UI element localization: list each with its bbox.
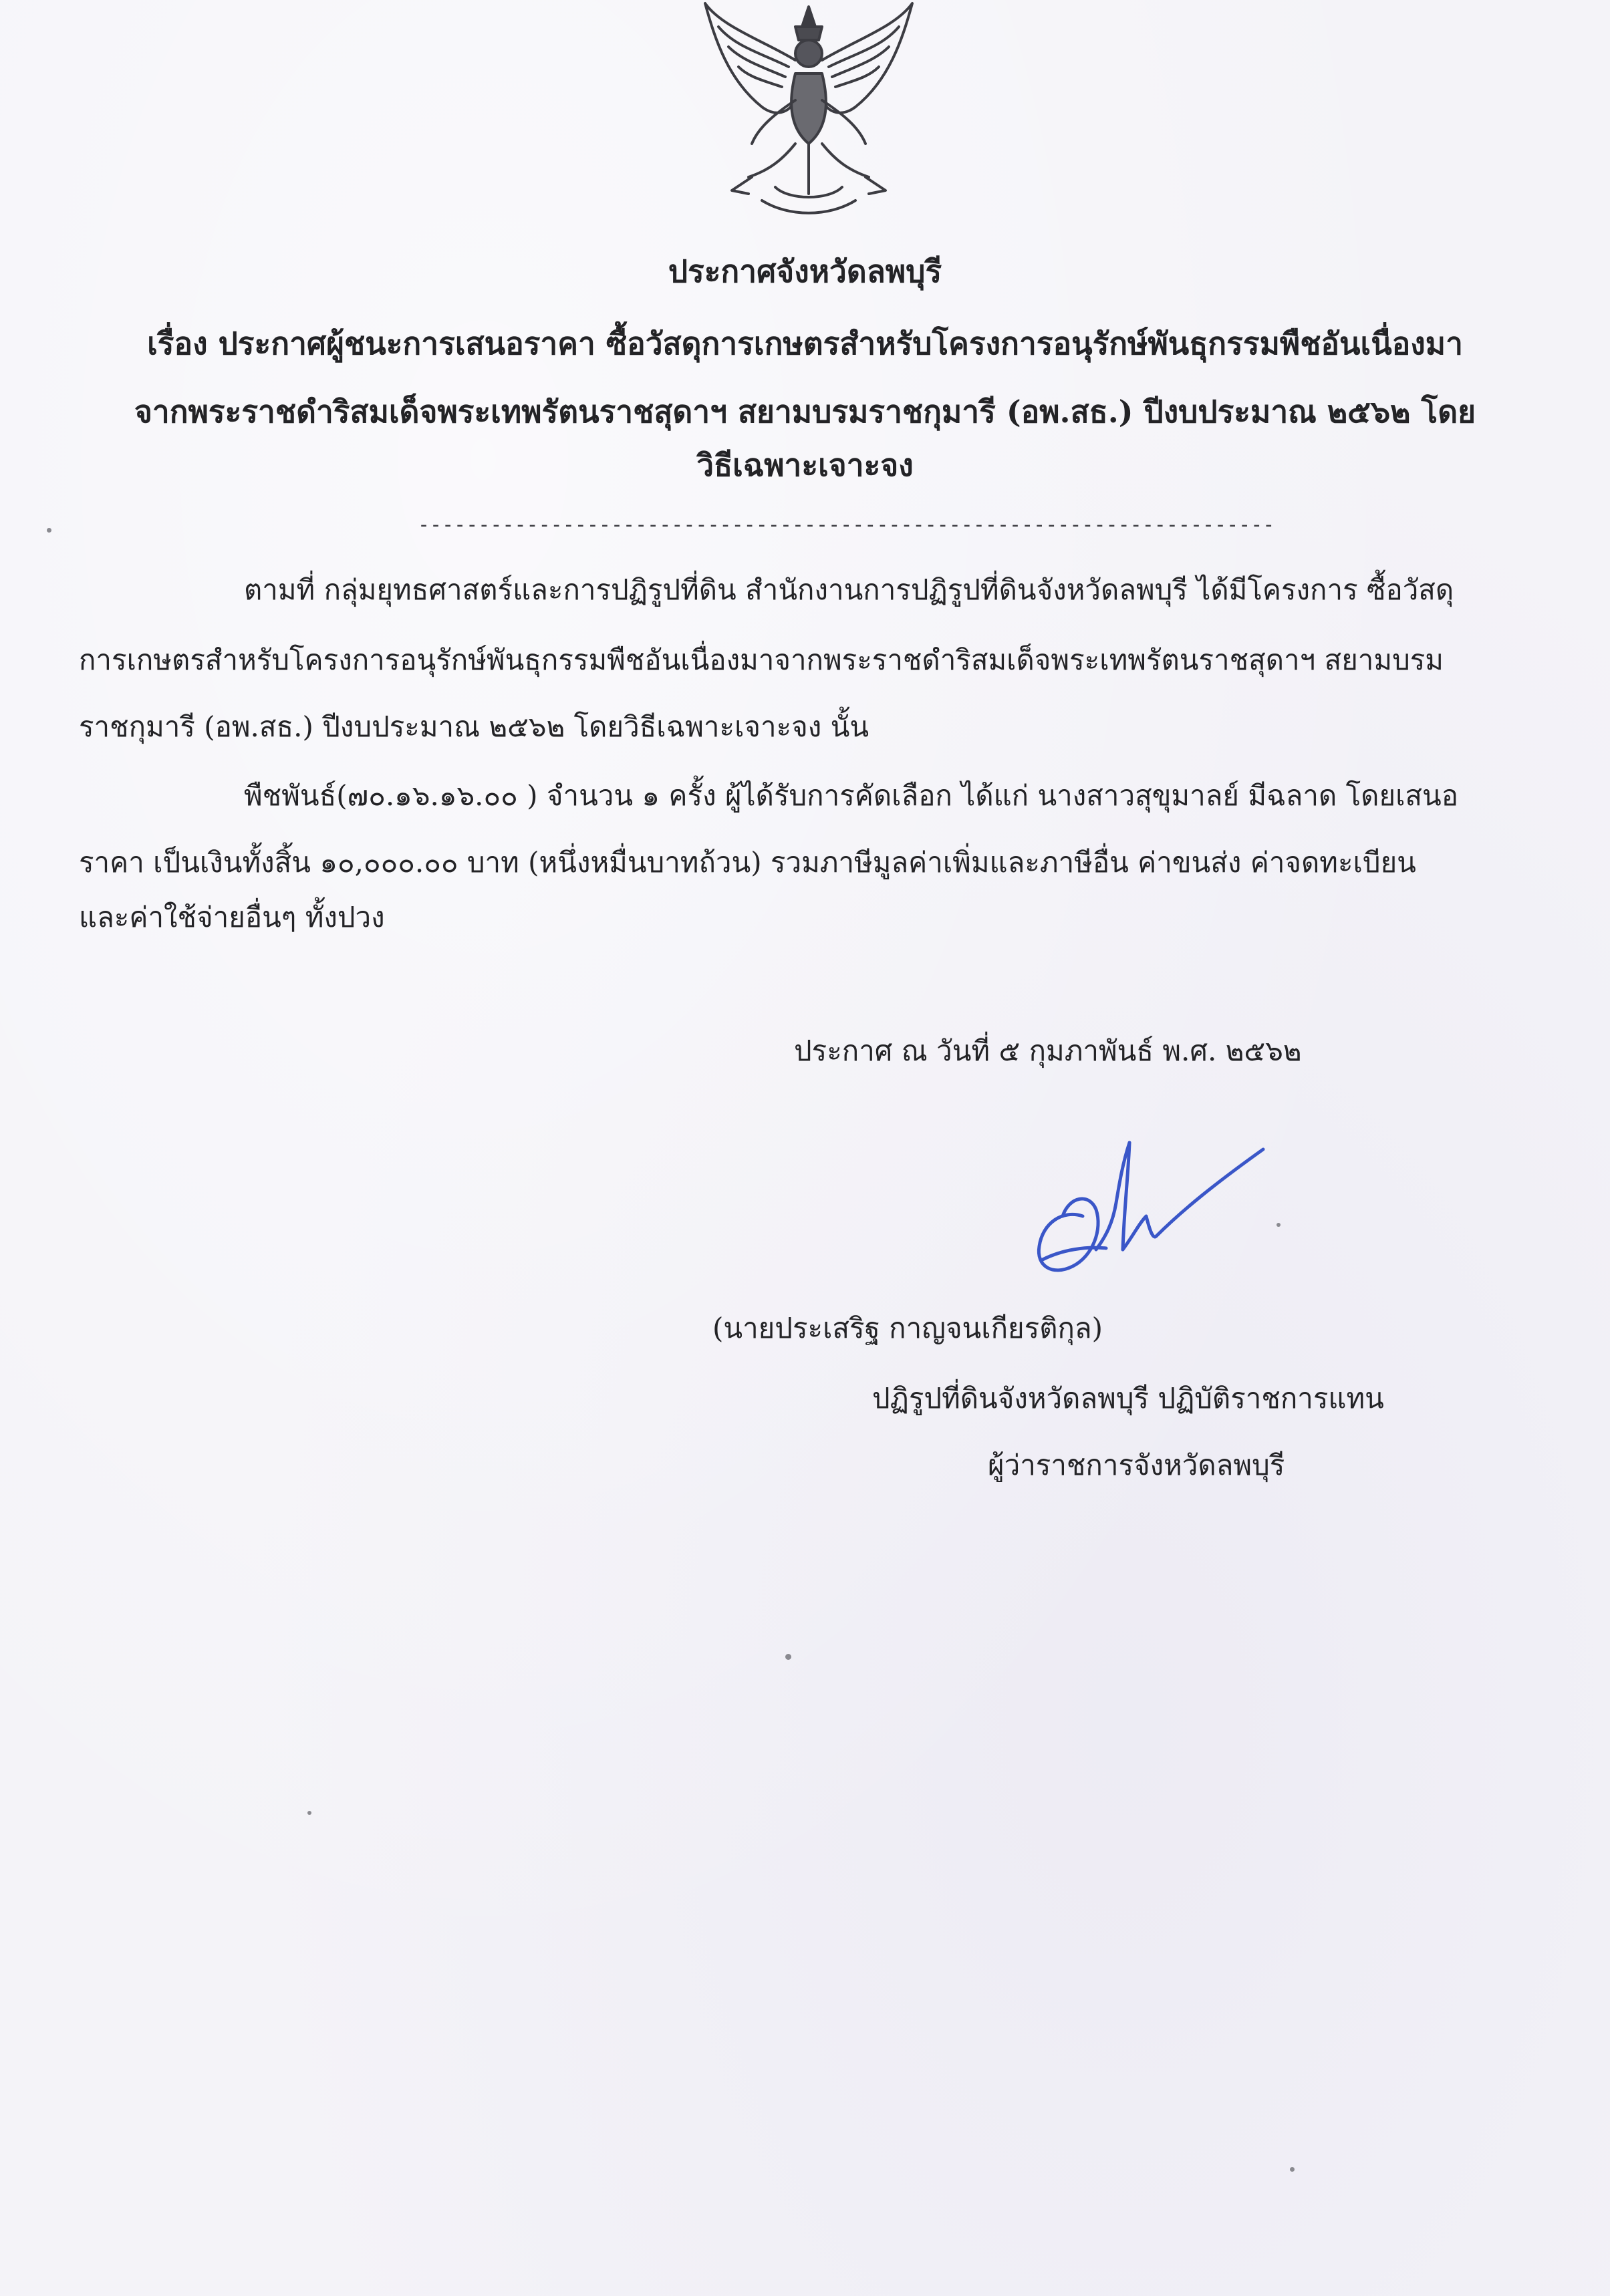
paper-speck [47, 528, 51, 533]
garuda-emblem-icon [695, 0, 922, 221]
paper-speck [307, 1811, 311, 1815]
paper-speck [1277, 1223, 1281, 1227]
paragraph-2-line-2: ราคา เป็นเงินทั้งสิ้น ๑๐,๐๐๐.๐๐ บาท (หนึ่งหมื่นบาทถ้วน) รวมภาษีมูลค่าเพิ่มและภาษีอื่น ค่าขนส่ง ค่าจดทะเบียน [79, 846, 1416, 879]
separator-line: ----------------------------------------------------------------------- [418, 513, 1275, 537]
announcement-title: ประกาศจังหวัดลพบุรี [668, 253, 942, 289]
paragraph-1-line-2: การเกษตรสำหรับโครงการอนุรักษ์พันธุกรรมพืชอันเนื่องมาจากพระราชดำริสมเด็จพระเทพรัตนราชสุดาฯ สยามบรม [79, 643, 1444, 676]
paper-speck [785, 1654, 791, 1660]
subject-line-1: เรื่อง ประกาศผู้ชนะการเสนอราคา ซื้อวัสดุการเกษตรสำหรับโครงการอนุรักษ์พันธุกรรมพืชอันเนื่องมา [147, 325, 1463, 362]
paragraph-1-line-1: ตามที่ กลุ่มยุทธศาสตร์และการปฏิรูปที่ดิน สำนักงานการปฏิรูปที่ดินจังหวัดลพบุรี ได้มีโครงการ ซื้อวัสดุ [244, 573, 1454, 606]
signatory-name: (นายประเสริฐ กาญจนเกียรติกุล) [712, 1312, 1103, 1344]
subject-line-3: วิธีเฉพาะเจาะจง [696, 447, 914, 483]
signatory-on-behalf-of: ผู้ว่าราชการจังหวัดลพบุรี [988, 1449, 1285, 1481]
paragraph-2-line-3: และค่าใช้จ่ายอื่นๆ ทั้งปวง [79, 901, 385, 934]
signatory-position: ปฏิรูปที่ดินจังหวัดลพบุรี ปฏิบัติราชการแทน [872, 1382, 1384, 1415]
handwritten-signature [1023, 1116, 1303, 1290]
paper-speck [1290, 2167, 1295, 2172]
paragraph-1-line-3: ราชกุมารี (อพ.สธ.) ปีงบประมาณ ๒๕๖๒ โดยวิธีเฉพาะเจาะจง นั้น [79, 710, 869, 743]
announcement-date: ประกาศ ณ วันที่ ๕ กุมภาพันธ์ พ.ศ. ๒๕๖๒ [794, 1034, 1302, 1067]
subject-line-2: จากพระราชดำริสมเด็จพระเทพรัตนราชสุดาฯ สยามบรมราชกุมารี (อพ.สธ.) ปีงบประมาณ ๒๕๖๒ โดย [134, 394, 1476, 430]
paragraph-2-line-1: พืชพันธ์(๗๐.๑๖.๑๖.๐๐ ) จำนวน ๑ ครั้ง ผู้ได้รับการคัดเลือก ได้แก่ นางสาวสุขุมาลย์ มีฉลาด โดยเสนอ [244, 779, 1458, 812]
